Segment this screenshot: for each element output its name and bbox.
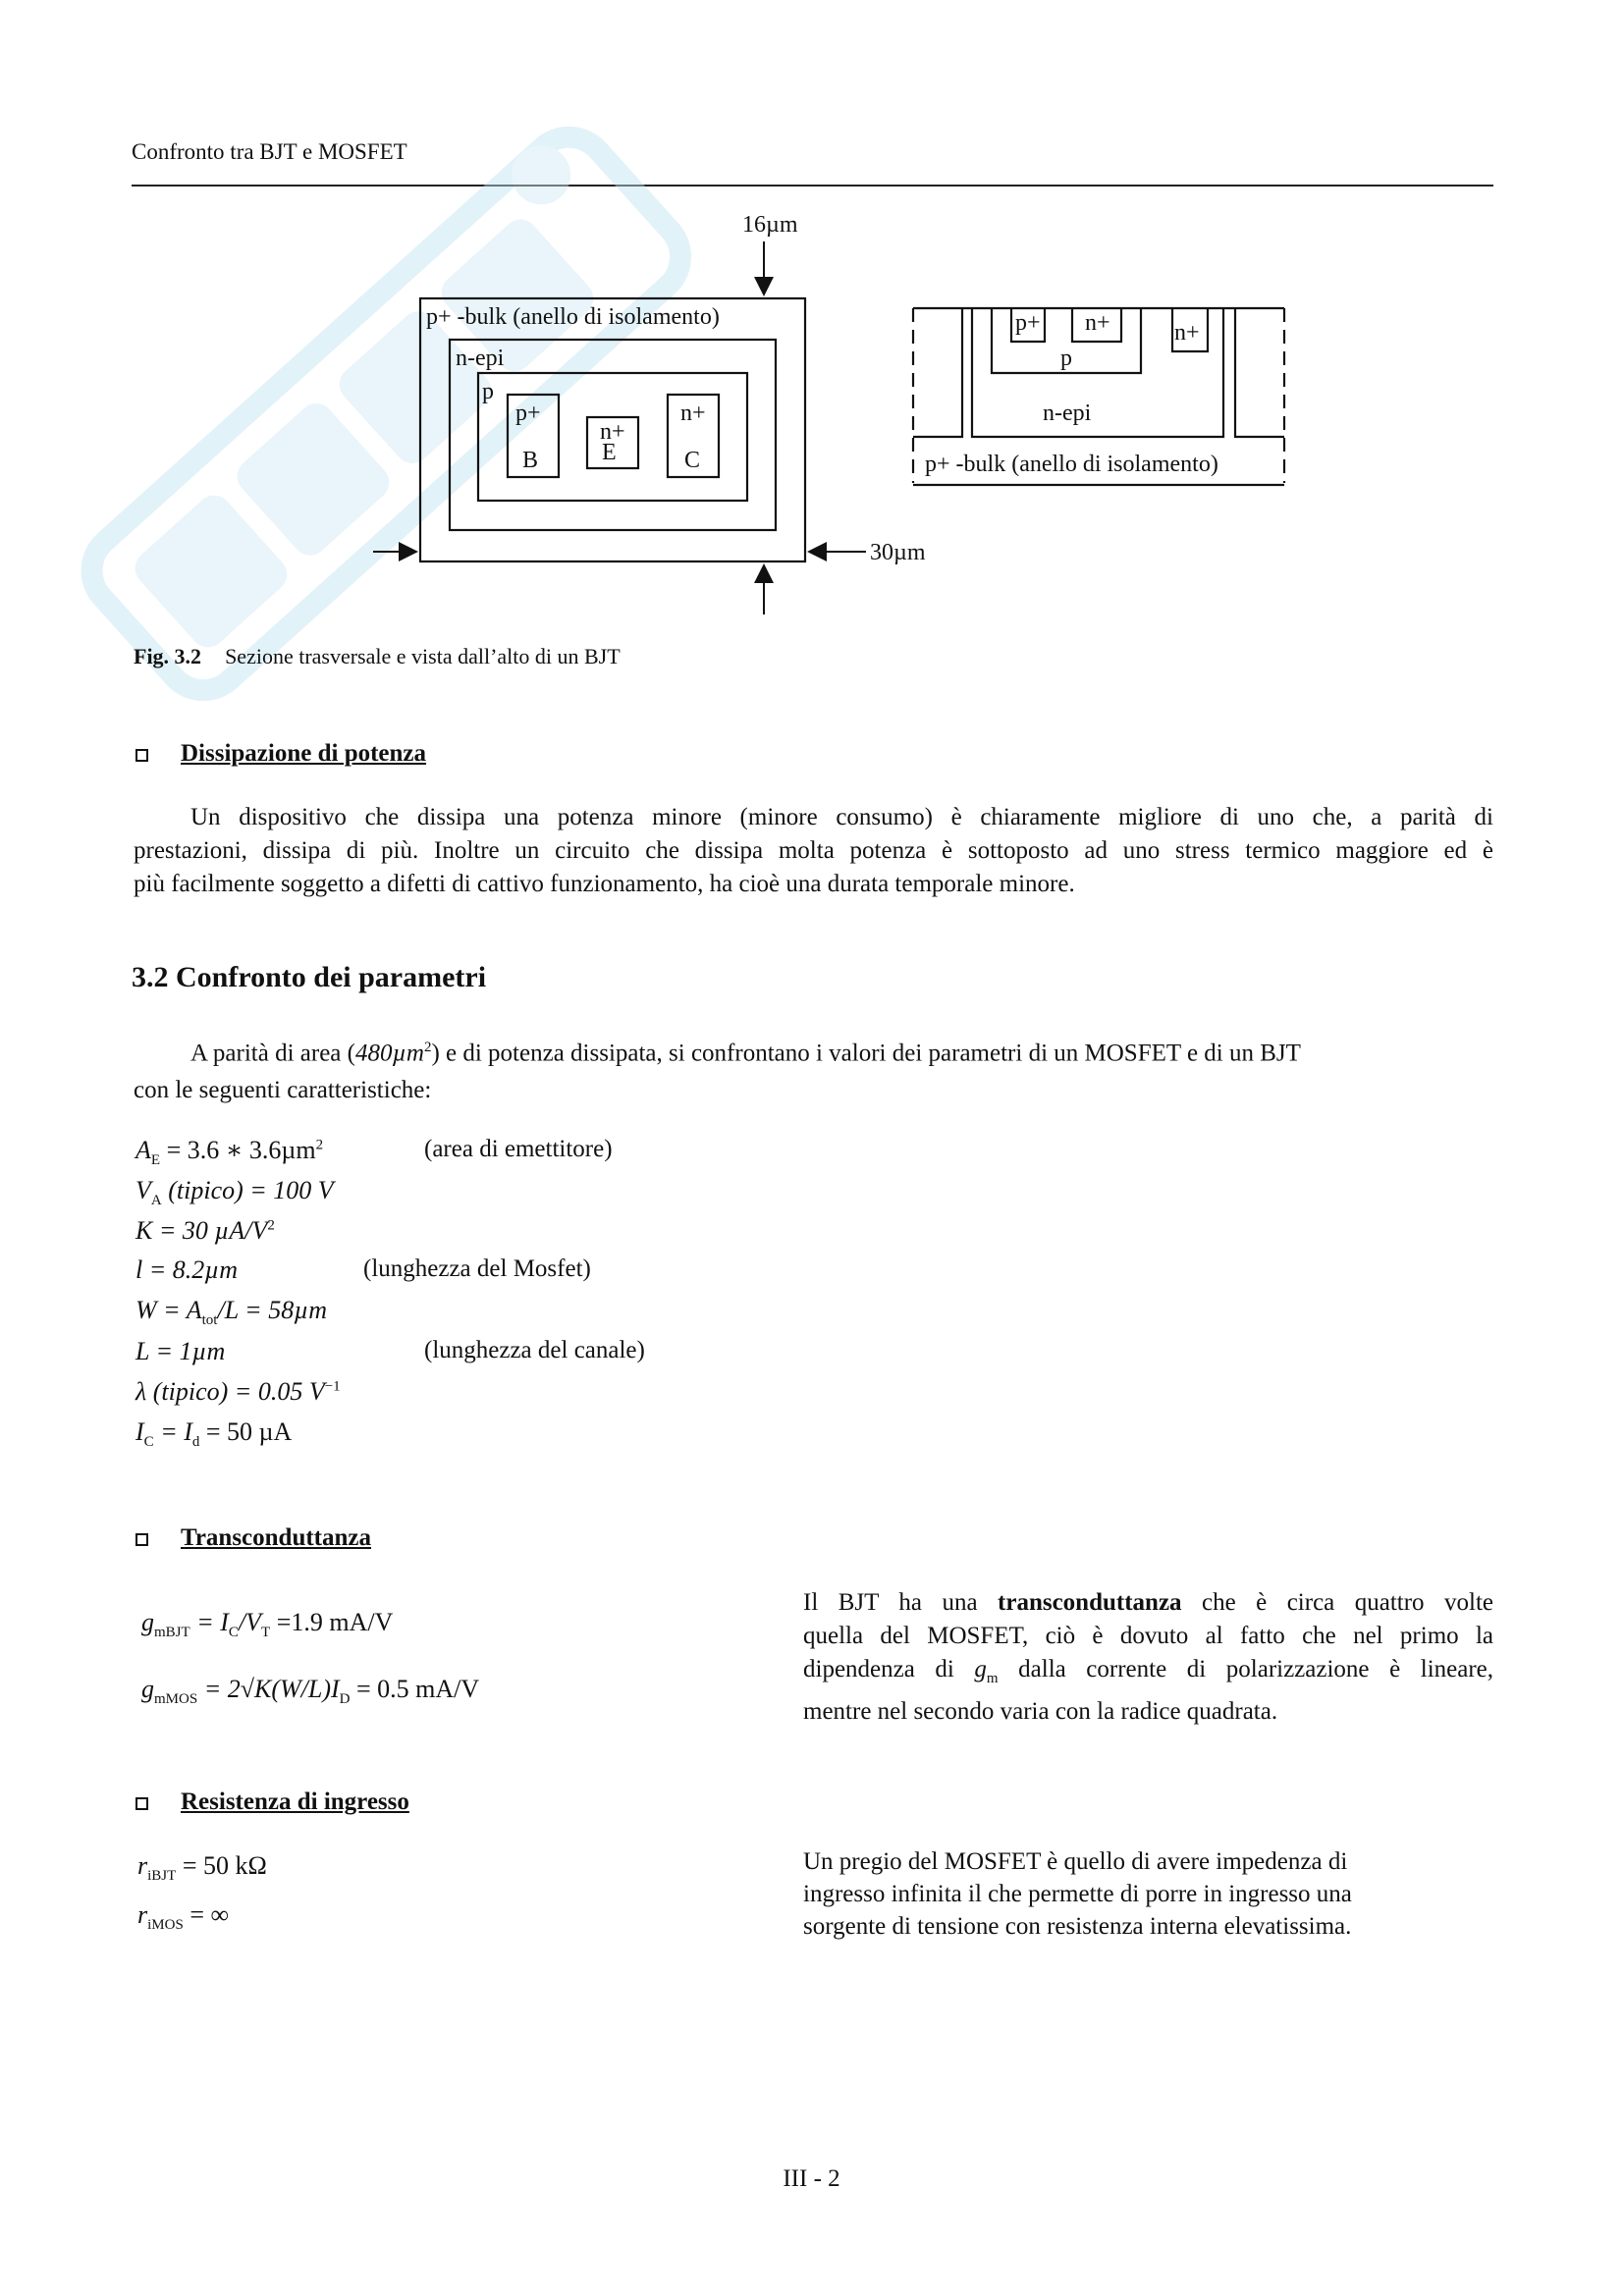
para-line: Un pregio del MOSFET è quello di avere impedenza di bbox=[803, 1848, 1348, 1875]
cs-pplus-label: p+ bbox=[1015, 310, 1041, 336]
val: =1.9 mA/V bbox=[270, 1608, 394, 1636]
sub: tot bbox=[201, 1312, 218, 1329]
param-l bbox=[135, 1255, 238, 1285]
section-title: 3.2 Confronto dei parametri bbox=[132, 961, 487, 993]
para-line bbox=[803, 1653, 1493, 1695]
text: dalla corrente di polarizzazione è lineare, bbox=[998, 1656, 1493, 1682]
sub: A bbox=[150, 1193, 162, 1209]
val: = 50 µA bbox=[199, 1417, 293, 1446]
sym: W = A bbox=[135, 1296, 202, 1324]
dim-top-label: 16µm bbox=[742, 212, 798, 238]
sym: g bbox=[974, 1656, 987, 1682]
val: /L = 58µm bbox=[217, 1296, 327, 1324]
val: L = 1µm bbox=[135, 1337, 226, 1365]
caption-number: Fig. 3.2 bbox=[134, 644, 202, 668]
page-number: III - 2 bbox=[783, 2165, 840, 2192]
sym: r bbox=[137, 1900, 148, 1929]
param-k bbox=[135, 1216, 275, 1246]
formula-r-mos bbox=[137, 1900, 229, 1934]
bullet-checkbox-icon bbox=[135, 1533, 148, 1546]
intro-area: 480µm bbox=[354, 1040, 424, 1067]
sym: g bbox=[141, 1675, 154, 1703]
para-line: Un dispositivo che dissipa una potenza minore (minore consumo) è chiaramente migliore di uno che, a parità di bbox=[190, 804, 1493, 830]
sym: V bbox=[135, 1176, 151, 1204]
val: = 3.6 ∗ 3.6µm bbox=[160, 1136, 316, 1164]
cs-nplus-e-label: n+ bbox=[1085, 310, 1110, 336]
intro-line bbox=[134, 1031, 1493, 1070]
running-header: Confronto tra BJT e MOSFET bbox=[132, 139, 407, 164]
bjt-figure bbox=[353, 196, 1335, 628]
heading-transconduttanza: Transconduttanza bbox=[181, 1524, 372, 1551]
param-L bbox=[135, 1337, 225, 1366]
formula-r-bjt bbox=[137, 1851, 267, 1885]
top-view-b-letter: B bbox=[522, 448, 539, 473]
top-view-c-letter: C bbox=[684, 448, 701, 473]
sym: = I bbox=[153, 1417, 192, 1446]
sub: mBJT bbox=[154, 1625, 190, 1641]
figure-caption bbox=[134, 644, 621, 669]
sym: /V bbox=[238, 1608, 262, 1636]
param-lambda bbox=[135, 1377, 341, 1407]
intro-text: ) e di potenza dissipata, si confrontano i valori dei parametri di un MOSFET e di un BJT bbox=[431, 1040, 1301, 1067]
sub: d bbox=[191, 1434, 200, 1451]
para-line bbox=[803, 1586, 1493, 1620]
header-rule bbox=[132, 185, 1493, 187]
formula-gm-bjt bbox=[141, 1608, 393, 1641]
top-view-e-letter: E bbox=[602, 440, 617, 465]
top-view-b-region-label: p+ bbox=[515, 400, 541, 426]
val: λ (tipico) = 0.05 V bbox=[135, 1377, 325, 1406]
param-ic bbox=[135, 1417, 292, 1451]
paragraph-dissipazione bbox=[134, 801, 1493, 901]
val: K = 30 µA/V bbox=[135, 1216, 268, 1245]
param-va bbox=[135, 1176, 334, 1209]
heading-dissipazione: Dissipazione di potenza bbox=[181, 740, 427, 767]
sub: C bbox=[228, 1625, 239, 1641]
para-line: mentre nel secondo varia con la radice quadrata. bbox=[803, 1698, 1278, 1725]
param-ae-note: (area di emettitore) bbox=[424, 1136, 613, 1162]
param-w bbox=[135, 1296, 327, 1329]
bullet-checkbox-icon bbox=[135, 1797, 148, 1810]
param-ae bbox=[135, 1136, 323, 1169]
para-line: sorgente di tensione con resistenza interna elevatissima. bbox=[803, 1913, 1352, 1940]
val: = 0.5 mA/V bbox=[350, 1675, 480, 1703]
caption-text: Sezione trasversale e vista dall’alto di un BJT bbox=[225, 644, 621, 668]
sym: g bbox=[141, 1608, 154, 1636]
top-view-outer-label: p+ -bulk (anello di isolamento) bbox=[426, 304, 720, 330]
top-view-c-region-label: n+ bbox=[680, 400, 706, 426]
para-line: prestazioni, dissipa di più. Inoltre un circuito che dissipa molta potenza è sottoposto ad uno stress termico maggiore ed è bbox=[134, 837, 1493, 864]
paragraph-transconduttanza bbox=[803, 1586, 1493, 1729]
sup: 2 bbox=[315, 1137, 324, 1153]
val: l = 8.2µm bbox=[135, 1255, 239, 1284]
paragraph-resistenza bbox=[803, 1845, 1493, 1943]
sym: = I bbox=[189, 1608, 229, 1636]
dim-right-label: 30µm bbox=[870, 540, 926, 565]
text-bold: transconduttanza bbox=[998, 1589, 1182, 1616]
intro-text: A parità di area ( bbox=[190, 1040, 355, 1067]
sym: I bbox=[135, 1417, 144, 1446]
bullet-checkbox-icon bbox=[135, 749, 148, 762]
sub: mMOS bbox=[154, 1691, 198, 1708]
cs-bulk-label: p+ -bulk (anello di isolamento) bbox=[925, 452, 1218, 477]
intro-line: con le seguenti caratteristiche: bbox=[134, 1077, 432, 1104]
cs-nplus-c-label: n+ bbox=[1174, 320, 1200, 346]
heading-resistenza: Resistenza di ingresso bbox=[181, 1789, 409, 1815]
sym: r bbox=[137, 1851, 148, 1880]
cs-p-label: p bbox=[1060, 346, 1072, 371]
top-view-e-region-label: n+ bbox=[600, 419, 625, 445]
para-line: ingresso infinita il che permette di porre in ingresso una bbox=[803, 1881, 1352, 1907]
sub: T bbox=[261, 1625, 271, 1641]
sub: iBJT bbox=[147, 1868, 177, 1885]
text: Il BJT ha una bbox=[803, 1589, 999, 1616]
sub: E bbox=[150, 1152, 161, 1169]
val: = ∞ bbox=[183, 1900, 230, 1929]
sym: = 2√K(W/L)I bbox=[197, 1675, 340, 1703]
sym: A bbox=[135, 1136, 151, 1164]
para-line: più facilmente soggetto a difetti di cattivo funzionamento, ha cioè una durata temporale minore. bbox=[134, 871, 1075, 897]
val: = 50 kΩ bbox=[176, 1851, 267, 1880]
sup: −1 bbox=[324, 1378, 341, 1395]
top-view-base-label: p bbox=[482, 379, 494, 404]
sub: C bbox=[143, 1434, 154, 1451]
text: dipendenza di bbox=[803, 1656, 975, 1682]
sub: iMOS bbox=[147, 1917, 184, 1934]
param-L-note: (lunghezza del canale) bbox=[424, 1337, 645, 1363]
param-l-note: (lunghezza del Mosfet) bbox=[363, 1255, 591, 1282]
intro-area-exp: 2 bbox=[423, 1040, 432, 1055]
val: (tipico) = 100 V bbox=[161, 1176, 334, 1204]
para-line: quella del MOSFET, ciò è dovuto al fatto che nel primo la bbox=[803, 1623, 1493, 1649]
formula-gm-mos bbox=[141, 1675, 479, 1708]
cs-nepi-label: n-epi bbox=[1043, 400, 1092, 426]
top-view-epi-label: n-epi bbox=[456, 346, 505, 371]
text: che è circa quattro volte bbox=[1181, 1589, 1493, 1616]
sub: m bbox=[986, 1671, 999, 1686]
sub: D bbox=[339, 1691, 351, 1708]
paragraph-intro bbox=[134, 1031, 1493, 1107]
sup: 2 bbox=[267, 1217, 275, 1234]
